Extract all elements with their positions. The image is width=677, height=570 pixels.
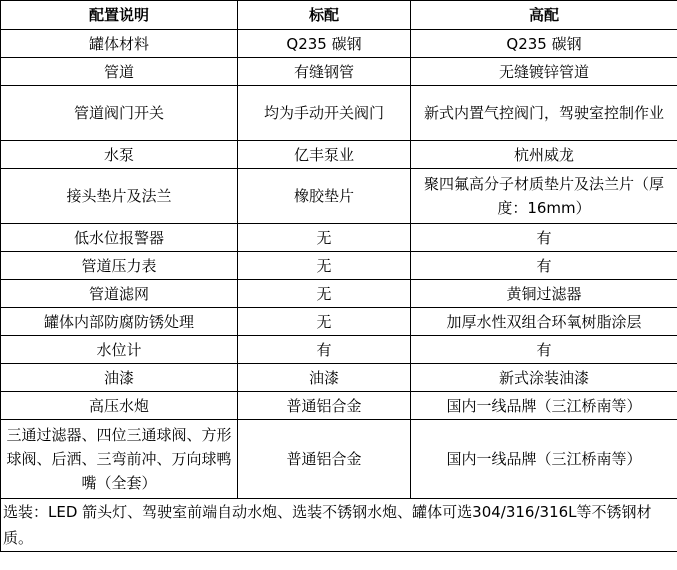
table-row	[1, 336, 677, 364]
table-row	[1, 364, 677, 392]
row-high: 有	[411, 336, 677, 364]
table-row	[1, 58, 677, 86]
row-item: 高压水炮	[1, 392, 238, 420]
table-row	[1, 30, 677, 58]
row-high: 国内一线品牌（三江桥南等）	[411, 420, 677, 499]
row-high: 新式涂装油漆	[411, 364, 677, 392]
header-standard: 标配	[238, 1, 411, 30]
row-high: Q235 碳钢	[411, 30, 677, 58]
table-row	[1, 280, 677, 308]
row-standard: 油漆	[238, 364, 411, 392]
row-standard: 橡胶垫片	[238, 169, 411, 224]
row-high: 黄铜过滤器	[411, 280, 677, 308]
row-high: 无缝镀锌管道	[411, 58, 677, 86]
row-standard: 普通铝合金	[238, 420, 411, 499]
table-row	[1, 252, 677, 280]
row-item: 水位计	[1, 336, 238, 364]
table-row	[1, 169, 677, 224]
row-item: 接头垫片及法兰	[1, 169, 238, 224]
row-standard: 有缝钢管	[238, 58, 411, 86]
row-item: 油漆	[1, 364, 238, 392]
table-header-row	[1, 1, 677, 30]
optional-note: 选装：LED 箭头灯、驾驶室前端自动水炮、选装不锈钢水炮、罐体可选304/316/316L等不锈钢材质。	[1, 499, 677, 552]
row-item: 管道阀门开关	[1, 86, 238, 141]
row-item: 管道滤网	[1, 280, 238, 308]
row-high: 加厚水性双组合环氧树脂涂层	[411, 308, 677, 336]
row-item: 管道压力表	[1, 252, 238, 280]
table-row	[1, 224, 677, 252]
row-item: 罐体内部防腐防锈处理	[1, 308, 238, 336]
row-standard: 无	[238, 224, 411, 252]
row-standard: Q235 碳钢	[238, 30, 411, 58]
row-high: 聚四氟高分子材质垫片及法兰片（厚度：16mm）	[411, 169, 677, 224]
row-item: 罐体材料	[1, 30, 238, 58]
header-item: 配置说明	[1, 1, 238, 30]
row-standard: 普通铝合金	[238, 392, 411, 420]
row-high: 有	[411, 252, 677, 280]
table-row	[1, 420, 677, 499]
row-high: 有	[411, 224, 677, 252]
row-standard: 均为手动开关阀门	[238, 86, 411, 141]
row-standard: 亿丰泵业	[238, 141, 411, 169]
row-item: 管道	[1, 58, 238, 86]
row-high: 杭州威龙	[411, 141, 677, 169]
row-item: 水泵	[1, 141, 238, 169]
header-high: 高配	[411, 1, 677, 30]
row-standard: 无	[238, 280, 411, 308]
table-row	[1, 141, 677, 169]
row-standard: 无	[238, 252, 411, 280]
row-high: 国内一线品牌（三江桥南等）	[411, 392, 677, 420]
row-high: 新式内置气控阀门，驾驶室控制作业	[411, 86, 677, 141]
table-row	[1, 392, 677, 420]
row-item: 低水位报警器	[1, 224, 238, 252]
row-item: 三通过滤器、四位三通球阀、方形球阀、后洒、三弯前冲、万向球鸭嘴（全套）	[1, 420, 238, 499]
table-row	[1, 86, 677, 141]
note-row	[1, 499, 677, 552]
table-row	[1, 308, 677, 336]
row-standard: 无	[238, 308, 411, 336]
row-standard: 有	[238, 336, 411, 364]
